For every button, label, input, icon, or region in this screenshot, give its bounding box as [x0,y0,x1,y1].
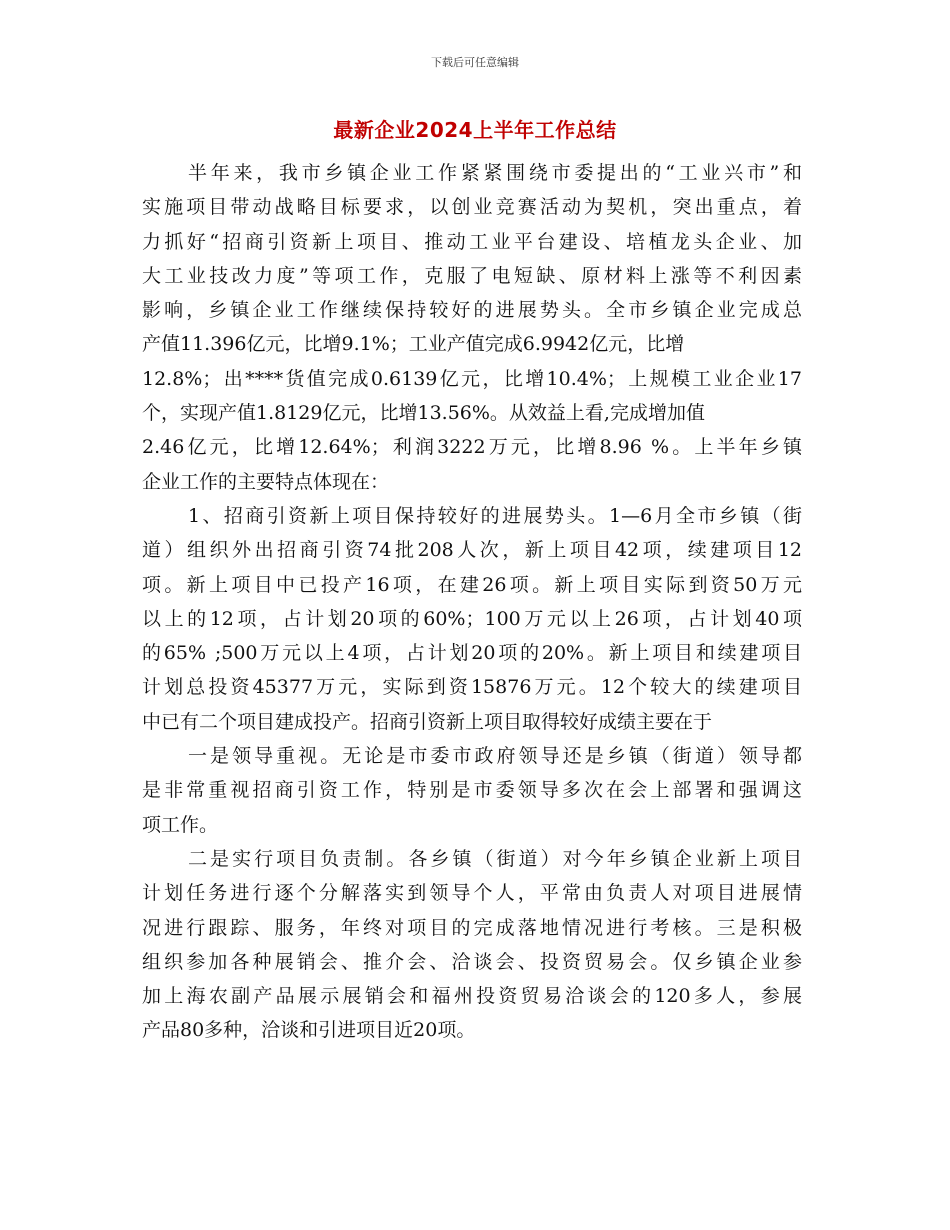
body-line: 1、招商引资新上项目保持较好的进展势头。1—6月全市乡镇（街 [188,504,802,527]
body-line: 个，实现产值1.8129亿元，比增13.56%。从效益上看,完成增加值 [142,402,705,425]
body-line: 以上的12项，占计划20项的60%；100万元以上26项，占计划40项 [142,607,802,630]
body-line: 况进行跟踪、服务，年终对项目的完成落地情况进行考核。三是积极 [142,916,802,939]
body-line: 2.46亿元，比增12.64%；利润3222万元，比增8.96 %。上半年乡镇 [142,436,802,459]
body-line: 计划总投资45377万元，实际到资15876万元。12个较大的续建项目 [142,676,802,699]
body-line: 实施项目带动战略目标要求，以创业竞赛活动为契机，突出重点，着 [142,196,802,219]
body-line: 12.8%；出****货值完成0.6139亿元，比增10.4%；上规模工业企业17 [142,367,802,390]
document-title: 最新企业2024上半年工作总结 [333,118,617,142]
body-line: 道）组织外出招商引资74批208人次，新上项目42项，续建项目12 [142,539,802,562]
body-line: 二是实行项目负责制。各乡镇（街道）对今年乡镇企业新上项目 [188,847,802,870]
body-line: 一是领导重视。无论是市委市政府领导还是乡镇（街道）领导都 [188,745,802,768]
page-header-note: 下载后可任意编辑 [431,56,519,69]
body-line: 的65% ;500万元以上4项，占计划20项的20%。新上项目和续建项目 [142,642,802,665]
body-line: 中已有二个项目建成投产。招商引资新上项目取得较好成绩主要在于 [142,710,713,733]
body-line: 项。新上项目中已投产16项，在建26项。新上项目实际到资50万元 [142,573,802,596]
body-line: 组织参加各种展销会、推介会、洽谈会、投资贸易会。仅乡镇企业参 [142,950,802,973]
body-line: 大工业技改力度”等项工作，克服了电短缺、原材料上涨等不利因素 [142,264,802,287]
document-body [142,156,802,1048]
body-line: 企业工作的主要特点体现在： [142,470,390,493]
body-line: 计划任务进行逐个分解落实到领导个人，平常由负责人对项目进展情 [142,882,802,905]
body-line: 力抓好“招商引资新上项目、推动工业平台建设、培植龙头企业、加 [142,230,802,253]
body-line: 加上海农副产品展示展销会和福州投资贸易洽谈会的120多人，参展 [142,985,802,1008]
body-line: 产品80多种，洽谈和引进项目近20项。 [142,1019,476,1042]
body-line: 是非常重视招商引资工作，特别是市委领导多次在会上部署和强调这 [142,779,802,802]
body-line: 影响，乡镇企业工作继续保持较好的进展势头。全市乡镇企业完成总 [142,299,802,322]
body-line: 项工作。 [142,813,219,836]
body-line: 半年来，我市乡镇企业工作紧紧围绕市委提出的“工业兴市”和 [188,162,802,184]
body-line: 产值11.396亿元，比增9.1%；工业产值完成6.9942亿元，比增 [142,333,685,356]
